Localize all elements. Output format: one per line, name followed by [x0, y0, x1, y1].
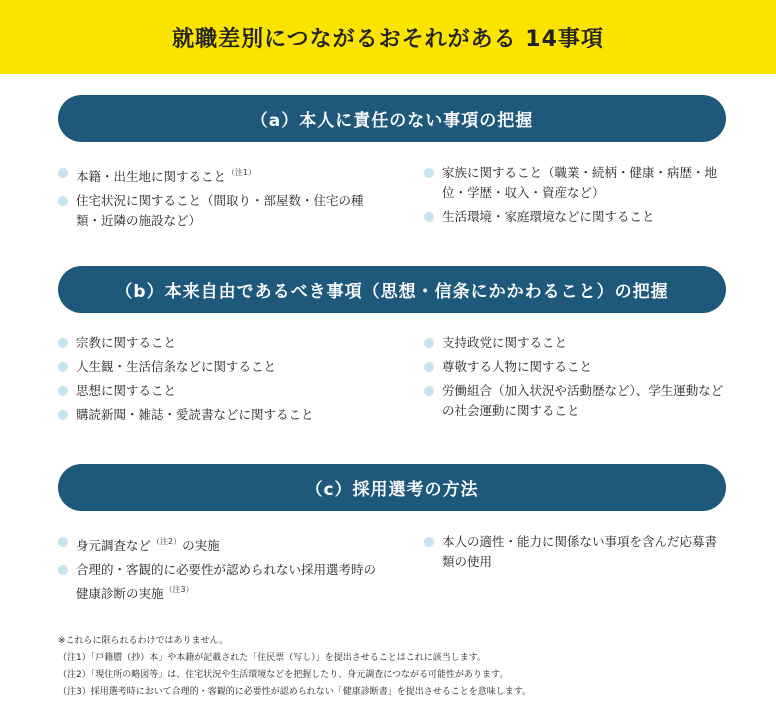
- list-item: 家族に関すること（職業・続柄・健康・病歴・地位・学歴・収入・資産など）: [424, 163, 724, 203]
- footnotes: [58, 633, 758, 701]
- footnote-3: （注3）採用選考時において合理的・客観的に必要性が認められない「健康診断書」を提出させることを意味します。: [58, 687, 532, 697]
- section-c-heading: （c）採用選考の方法: [58, 464, 726, 511]
- list-item: 身元調査など$^{(注2)}$の実施: [58, 532, 388, 556]
- section-a-left-list: [58, 163, 388, 235]
- bullet-icon: [58, 537, 68, 547]
- section-a-right-list: [424, 163, 724, 231]
- title-banner: [0, 0, 776, 74]
- bullet-icon: [424, 168, 434, 178]
- disclaimer: ※これらに限られるわけではありません。: [58, 636, 229, 646]
- list-item: 購読新聞・雑誌・愛読書などに関すること: [58, 405, 388, 425]
- list-item: 労働組合（加入状況や活動歴など）、学生運動などの社会運動に関すること: [424, 381, 724, 421]
- section-c-left-list: [58, 532, 388, 608]
- list-item: 人生観・生活信条などに関すること: [58, 357, 388, 377]
- list-item: 住宅状況に関すること（間取り・部屋数・住宅の種類・近隣の施設など）: [58, 191, 388, 231]
- bullet-icon: [424, 386, 434, 396]
- section-b-heading: （b）本来自由であるべき事項（思想・信条にかかわること）の把握: [58, 266, 726, 313]
- list-item: 合理的・客観的に必要性が認められない採用選考時の健康診断の実施$^{(注3)}$: [58, 560, 388, 604]
- bullet-icon: [58, 386, 68, 396]
- bullet-icon: [424, 338, 434, 348]
- bullet-icon: [424, 362, 434, 372]
- bullet-icon: [424, 537, 434, 547]
- page-title: 就職差別につながるおそれがある 14事項: [172, 26, 604, 52]
- footnote-1: （注1）「戸籍謄（抄）本」や本籍が記載された「住民票（写し）」を提出させることはこれに該当します。: [58, 653, 487, 663]
- bullet-icon: [58, 338, 68, 348]
- bullet-icon: [58, 196, 68, 206]
- list-item: 本籍・出生地に関すること$^{(注1)}$: [58, 163, 388, 187]
- bullet-icon: [58, 362, 68, 372]
- list-item: 尊敬する人物に関すること: [424, 357, 724, 377]
- list-item: 支持政党に関すること: [424, 333, 724, 353]
- bullet-icon: [58, 410, 68, 420]
- bullet-icon: [58, 565, 68, 575]
- list-item: 思想に関すること: [58, 381, 388, 401]
- section-b-left-list: [58, 333, 388, 429]
- footnote-ref: （注2）: [152, 537, 182, 546]
- section-b-right-list: [424, 333, 724, 425]
- section-a-heading: （a）本人に責任のない事項の把握: [58, 95, 726, 142]
- footnote-ref: （注1）: [227, 168, 257, 177]
- bullet-icon: [424, 212, 434, 222]
- list-item: 本人の適性・能力に関係ない事項を含んだ応募書類の使用: [424, 532, 724, 572]
- list-item: 生活環境・家庭環境などに関すること: [424, 207, 724, 227]
- footnote-ref: （注3）: [164, 585, 194, 594]
- bullet-icon: [58, 168, 68, 178]
- list-item: 宗教に関すること: [58, 333, 388, 353]
- section-c-right-list: [424, 532, 724, 576]
- footnote-2: （注2）「現住所の略図等」は、住宅状況や生活環境などを把握したり、身元調査につながる可能性があります。: [58, 670, 509, 680]
